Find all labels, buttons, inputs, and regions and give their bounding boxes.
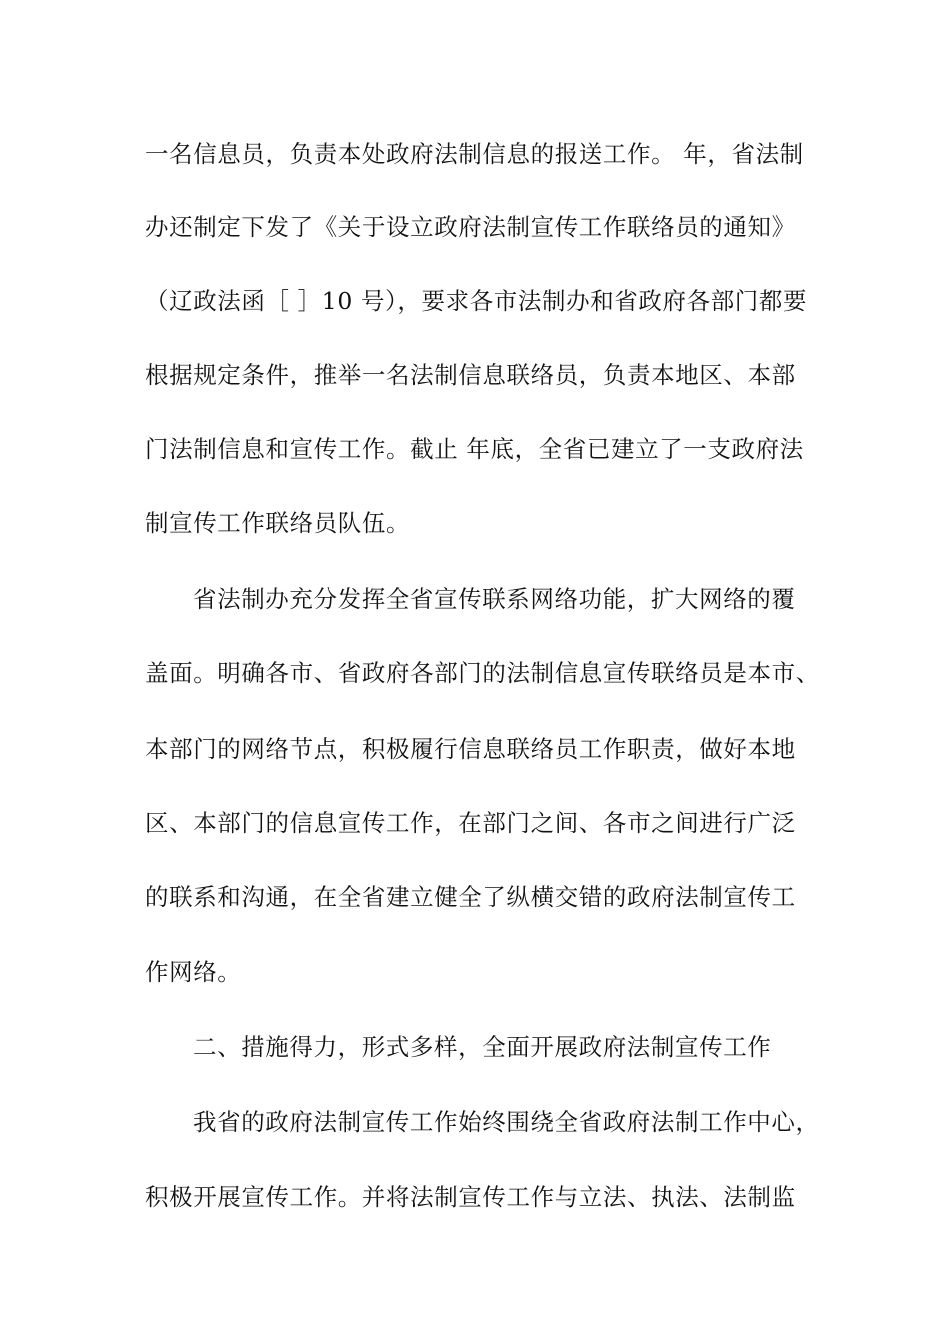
- text-line-1: 一名信息员，负责本处政府法制信息的报送工作。 年，省法制: [145, 140, 804, 168]
- text-line-15: 积极开展宣传工作。并将法制宣传工作与立法、执法、法制监: [145, 1183, 796, 1211]
- text-line-3: （辽政法函［ ］10 号），要求各市法制办和省政府各部门都要: [145, 287, 808, 315]
- text-line-5: 门法制信息和宣传工作。截止 年底，全省已建立了一支政府法: [145, 435, 804, 463]
- section-heading: 二、措施得力，形式多样，全面开展政府法制宣传工作: [193, 1033, 772, 1061]
- text-line-4: 根据规定条件，推举一名法制信息联络员，负责本地区、本部: [145, 361, 796, 389]
- text-line-14: 我省的政府法制宣传工作始终围绕全省政府法制工作中心，: [193, 1108, 820, 1136]
- text-line-9: 本部门的网络节点，积极履行信息联络员工作职责，做好本地: [145, 735, 796, 763]
- text-line-11: 的联系和沟通，在全省建立健全了纵横交错的政府法制宣传工: [145, 883, 796, 911]
- text-line-10: 区、本部门的信息宣传工作，在部门之间、各市之间进行广泛: [145, 809, 796, 837]
- text-line-12: 作网络。: [145, 958, 242, 986]
- text-line-2: 办还制定下发了《关于设立政府法制宣传工作联络员的通知》: [145, 213, 796, 241]
- text-line-6: 制宣传工作联络员队伍。: [145, 509, 411, 537]
- text-line-8: 盖面。明确各市、省政府各部门的法制信息宣传联络员是本市、: [145, 659, 820, 687]
- text-line-7: 省法制办充分发挥全省宣传联系网络功能，扩大网络的覆: [193, 585, 796, 613]
